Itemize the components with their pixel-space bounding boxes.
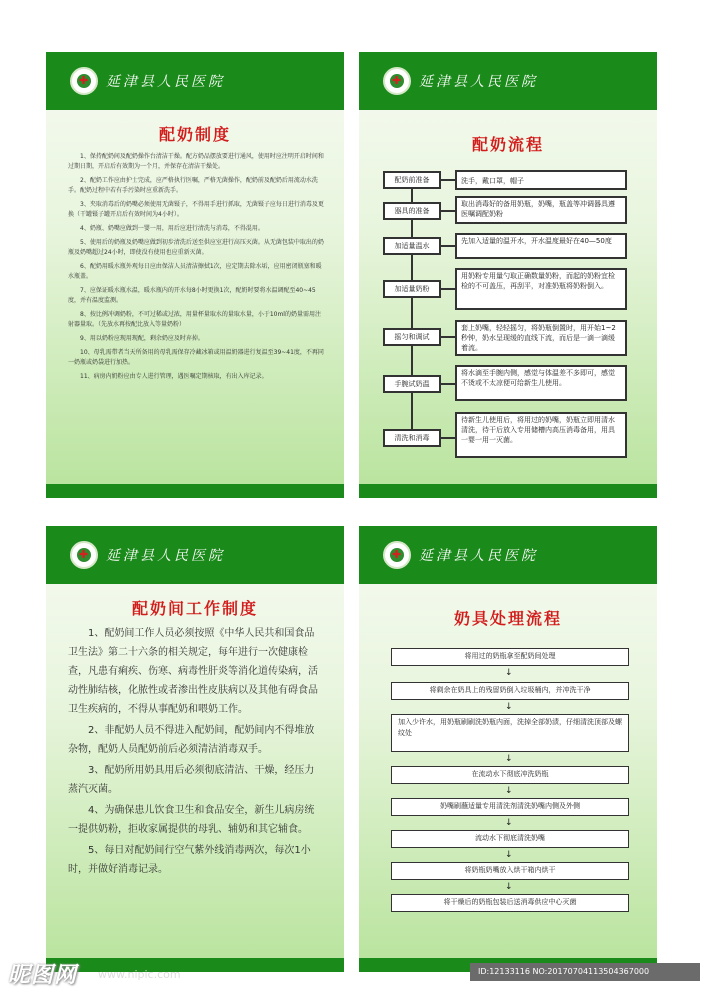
flow-step: 将剩余在奶具上的残留奶倒入垃圾桶内，并冲洗干净 [391,682,629,700]
paragraph: 3、配奶所用奶具用后必须彻底清洁、干燥，经压力蒸汽灭菌。 [68,765,315,795]
down-arrow-icon: ↓ [505,882,513,892]
down-arrow-icon: ↓ [505,754,513,764]
flow-step-desc: 待新生儿使用后，将用过的奶嘴，奶瓶立即用清水清洗，待干后放入专用储槽内高压消毒备用，用具一婴一用一灭菌。 [455,412,627,458]
panel-title: 奶具处理流程 [453,609,562,628]
flow-step: 将奶瓶奶嘴放入烘干箱内烘干 [391,862,629,880]
flow-step-label: 加适量奶粉 [383,280,441,298]
panel-footer [46,484,344,498]
flow-connector [441,336,455,338]
flow-step: 加入少许水，用奶瓶刷刷洗奶瓶内面，洗掉全部奶渍，仔细清洗顶部及螺纹处 [391,714,629,752]
panel-header [359,52,657,110]
rules-text [68,152,324,386]
flow-step-desc: 用奶粉专用量勺取正确数量奶粉，而起的奶粉宜检检的不可盖压，再刮平，对准奶瓶将奶粉倒入。 [455,268,627,310]
panel-footer [46,958,344,972]
flow-step: 将用过的奶瓶拿至配奶间处理 [391,648,629,666]
paragraph: 4、为确保患儿饮食卫生和食品安全，新生儿病房统一提供奶粉，拒收家属提供的母乳、辅奶和其它辅食。 [68,805,315,835]
flow-step-desc: 洗手，戴口罩，帽子 [455,170,627,190]
paragraph: 4、奶瓶、奶嘴应做到一婴一用，用后应进行清洗与消毒，不得混用。 [80,225,264,232]
hospital-name: 延津县人民医院 [419,548,538,564]
image-id-banner: ID:12133116 NO:20170704113504367000 [470,963,700,981]
panel-milk-rules [46,52,344,498]
paragraph: 1、配奶间工作人员必须按照《中华人民共和国食品卫生法》第二十六条的相关规定，每年进行一次健康检查，凡患有痢疾、伤寒、病毒性肝炎等消化道传染病，活动性肺结核，化脓性或者渗出性皮肤病以及其他有碍食品卫生疾病的，不得从事配奶和喂奶工作。 [68,628,318,715]
flow-step-label: 配奶前准备 [383,171,441,189]
panel-header [46,52,344,110]
down-arrow-icon: ↓ [505,818,513,828]
flow-step: 将干燥后的奶瓶包装后送消毒供应中心灭菌 [391,894,629,912]
flow-step: 在流动水下彻底冲洗奶瓶 [391,766,629,784]
flow-step-desc: 将水滴至手腕内侧，感觉与体温差不多即可，感觉不烫或不太凉便可给新生儿使用。 [455,365,627,401]
paragraph: 8、按比例冲调奶粉，不可过稀或过浓，用量杯量取水的量取水量，小于10ml的奶量需用注射器量取。（先放水再按配比放入等量奶粉） [68,311,321,328]
panel-header [46,526,344,584]
flow-step-desc: 取出消毒好的备用奶瓶，奶嘴，瓶盖等冲调器具遵医嘱调配奶粉 [455,196,627,224]
flow-connector [441,288,455,290]
paragraph: 11、病房内奶粉应由专人进行管理，遇医嘱定期核取，有出入库记录。 [80,373,268,380]
flow-step-label: 器具的准备 [383,202,441,220]
rules-text [68,624,324,881]
flow-step-label: 清洗和消毒 [383,429,441,447]
flow-connector [441,245,455,247]
panel-header [359,526,657,584]
panel-work-rules [46,526,344,972]
down-arrow-icon: ↓ [505,786,513,796]
down-arrow-icon: ↓ [505,850,513,860]
paragraph: 9、用以奶粉应现用现配，剩余奶应及时弃掉。 [80,335,204,342]
paragraph: 5、使用后的奶瓶及奶嘴应做到初步清洗后送至供应室进行高压灭菌。从无菌包装中取出的奶瓶及奶嘴超过24小时，即使没有使用也应重新灭菌。 [68,239,324,256]
paragraph: 7、应保证暖水瓶水温，暖水瓶内的开水每8小时更换1次，配奶时要将水温调配至40~45度，并有温度监测。 [68,287,316,304]
paragraph: 10、母乳需带者当天所备用的母乳需保存冷藏冰箱或用温奶器进行复温至39~41度，不再同一奶瓶或奶袋进行加热。 [68,349,324,366]
flow-connector [441,210,455,212]
paragraph: 1、保持配奶间及配奶操作台清洁干燥。配方奶品摆放要进行通风，使用时应注明开启时间和过期日期，开启后有效期为一个月，并保存在清洁干燥处。 [68,153,324,170]
flow-connector [441,437,455,439]
hospital-logo-icon [383,67,411,95]
flow-step: 流动水下彻底清洗奶嘴 [391,830,629,848]
panel-title: 配奶流程 [471,135,544,154]
hospital-name: 延津县人民医院 [106,548,225,564]
paragraph: 2、非配奶人员不得进入配奶间，配奶间内不得堆放杂物，配奶人员配奶前后必须清洁消毒双手。 [68,725,315,755]
watermark-site: www.nipic.com [98,968,181,981]
flow-connector [441,383,455,385]
flow-connector [441,179,455,181]
paragraph: 3、夹取消毒后的奶嘴必须使用无菌镊子，不得用手进行抓取，无菌镊子应每日进行消毒及更换（干罐镊子罐开启后有效时间为4小时）。 [68,201,324,218]
flow-step: 奶嘴刷蘸适量专用清洗剂清洗奶嘴内侧及外侧 [391,798,629,816]
flow-step-label: 手腕试奶温 [383,375,441,393]
hospital-logo-icon [70,67,98,95]
panel-bottle-flow [359,526,657,972]
paragraph: 6、配奶用暖水瓶外观每日应由保洁人员清洁擦拭1次，应定期去除水垢，应用密闭瓶塞和暖水瓶盖。 [68,263,322,280]
hospital-logo-icon [383,541,411,569]
down-arrow-icon: ↓ [505,668,513,678]
down-arrow-icon: ↓ [505,702,513,712]
panel-footer [359,484,657,498]
flow-step-desc: 套上奶嘴，轻轻摇匀，将奶瓶倒置时，用开始1~2秒钟，奶水呈现缓的直线下流，而后是一滴一滴缓着流。 [455,320,627,356]
flow-step-label: 加适量温水 [383,237,441,255]
panel-milk-flow [359,52,657,498]
hospital-name: 延津县人民医院 [419,74,538,90]
hospital-logo-icon [70,541,98,569]
flow-step-label: 摇匀和调试 [383,328,441,346]
panel-title: 配奶间工作制度 [131,599,258,618]
hospital-name: 延津县人民医院 [106,74,225,90]
flow-step-desc: 先加入适量的温开水，开水温度最好在40—50度 [455,233,627,259]
paragraph: 5、每日对配奶间行空气紫外线消毒两次，每次1小时，并做好消毒记录。 [68,845,311,875]
panel-title: 配奶制度 [158,125,231,144]
watermark-logo: 昵图网 [8,963,78,988]
paragraph: 2、配奶工作应由护士完成，应严格执行医嘱，严格无菌操作，配奶前及配奶后用流动水洗手。配奶过程中若有手污染时应重新洗手。 [68,177,318,194]
